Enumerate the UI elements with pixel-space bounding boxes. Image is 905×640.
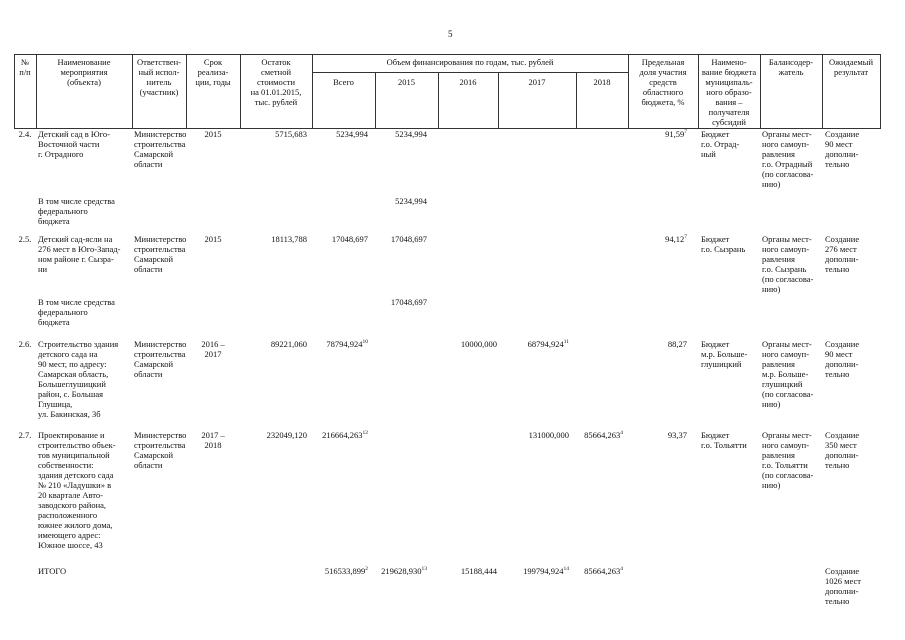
row-total-footnote: 12 xyxy=(362,430,368,437)
row-total xyxy=(313,234,368,244)
row-2015 xyxy=(376,129,427,139)
row-total xyxy=(313,430,368,440)
row-executor: Министерство строительства Самарской области xyxy=(134,430,187,470)
row-name: Детский сад-ясли на 276 мест в Юго-Запад- ном районе г. Сызра- ни xyxy=(38,234,121,274)
row-2015-value: 5234,994 xyxy=(395,129,427,139)
row-total-value: 17048,697 xyxy=(331,234,368,244)
header-remaining-cost: Остаток сметной стоимости на 01.01.2015, тыс. рублей xyxy=(250,57,302,107)
row-term: 2017 – 2018 xyxy=(201,430,225,450)
row-share-value: 91,59 xyxy=(665,129,685,139)
row-executor: Министерство строительства Самарской области xyxy=(134,234,187,274)
header-financing: Объем финансирования по годам, тыс. рублей xyxy=(386,57,554,67)
row-number: 2.4. xyxy=(18,129,32,139)
row-result: Создание 350 мест дополни- тельно xyxy=(825,430,860,470)
row-2017 xyxy=(499,430,569,440)
header-result: Ожидаемый результат xyxy=(828,57,874,77)
row-total-value: 78794,924 xyxy=(326,339,363,349)
row-budget: Бюджет г.о. Отрад- ный xyxy=(701,129,740,159)
row-2017-value: 199794,924 xyxy=(523,566,564,576)
row-2017 xyxy=(499,339,569,349)
row-2016: 15188,444 xyxy=(460,566,497,576)
row-name: Строительство здания детского сада на 90 мест, по адресу: Самарская область, Большеглушицкий район, с. Большая Глушица, ул. Бакинская, 3б xyxy=(38,339,119,419)
row-2018-footnote: 4 xyxy=(620,430,623,437)
row-share-footnote: 7 xyxy=(684,129,687,136)
row-total-value: 516533,899 xyxy=(324,566,366,576)
row-result: Создание 1026 мест дополни- тельно xyxy=(825,566,861,606)
row-executor: Министерство строительства Самарской области xyxy=(134,339,187,379)
row-term: 2015 xyxy=(204,234,222,244)
row-result: Создание 90 мест дополни- тельно xyxy=(825,339,860,379)
header-share: Предельная доля участия средств областного бюджета, % xyxy=(639,57,687,107)
header-executor: Ответствен- ный испол- нитель (участник) xyxy=(136,57,181,97)
row-total-value: 216664,263 xyxy=(322,430,363,440)
header-year-2016: 2016 xyxy=(459,77,477,87)
row-name: Проектирование и строительство объек- тов муниципальной собственности: здания детского сада № 210 «Ладушки» в 20 квартале Авто- заводского района, расположенного южнее жилого дома, имеющего адрес: Южное шоссе, 43 xyxy=(38,430,116,550)
row-share-value: 93,37 xyxy=(667,430,687,440)
row-remaining-cost: 5715,683 xyxy=(275,129,307,139)
header-year-2015: 2015 xyxy=(398,77,415,87)
row-term: 2015 xyxy=(204,129,222,139)
row-holder: Органы мест- ного самоуп- равления г.о. Тольятти (по согласова- нию) xyxy=(762,430,814,490)
row-2017-footnote: 11 xyxy=(563,339,569,346)
row-share xyxy=(629,234,687,244)
row-2018-value: 85664,263 xyxy=(584,566,621,576)
row-term: 2016 – 2017 xyxy=(201,339,225,359)
row-2015-value: 17048,697 xyxy=(390,234,427,244)
row-share-value: 94,12 xyxy=(665,234,685,244)
row-number: 2.5. xyxy=(18,234,32,244)
row-remaining-cost: 89221,060 xyxy=(270,339,307,349)
row-total-footnote: 10 xyxy=(362,339,368,346)
row-remaining-cost: 18113,788 xyxy=(271,234,307,244)
row-executor: Министерство строительства Самарской области xyxy=(134,129,187,169)
header-year-2017: 2017 xyxy=(528,77,546,87)
row-budget: Бюджет г.о. Тольятти xyxy=(701,430,747,450)
row-remaining-cost: 232049,120 xyxy=(266,430,307,440)
row-result: Создание 90 мест дополни- тельно xyxy=(825,129,860,169)
row-total xyxy=(313,339,368,349)
row-share-footnote: 7 xyxy=(684,234,687,241)
row-share-value: 88,27 xyxy=(667,339,687,349)
row-holder: Органы мест- ного самоуп- равления г.о. Отрадный (по согласова- нию) xyxy=(762,129,814,189)
row-total xyxy=(313,129,368,139)
row-2018 xyxy=(577,430,623,440)
row-name: В том числе средства федерального бюджета xyxy=(38,297,115,327)
row-2015-value: 17048,697 xyxy=(390,297,427,307)
row-number: 2.6. xyxy=(18,339,32,349)
row-budget: Бюджет м.р. Больше- глушицкий xyxy=(701,339,748,369)
row-2015-value: 219628,930 xyxy=(381,566,422,576)
row-result: Создание 276 мест дополни- тельно xyxy=(825,234,860,274)
row-2017-value: 131000,000 xyxy=(528,430,569,440)
row-2018-value: 85664,263 xyxy=(584,430,621,440)
header-name: Наименование мероприятия (объекта) xyxy=(57,57,111,87)
row-name: В том числе средства федерального бюджета xyxy=(38,196,115,226)
row-2017 xyxy=(499,566,569,576)
row-2015 xyxy=(376,196,427,206)
row-2018 xyxy=(577,566,623,576)
row-name: Детский сад в Юго- Восточной части г. Отрадного xyxy=(38,129,110,159)
header-budget: Наимено- вание бюджета муниципаль- ного образо- вания – получателя субсидий xyxy=(701,57,757,127)
row-2016: 10000,000 xyxy=(460,339,497,349)
row-2018-footnote: 4 xyxy=(620,566,623,573)
row-name: ИТОГО xyxy=(38,566,67,576)
row-budget: Бюджет г.о. Сызрань xyxy=(701,234,746,254)
header-term: Срок реализа- ции, годы xyxy=(195,57,231,87)
row-holder: Органы мест- ного самоуп- равления г.о. Сызрань (по согласова- нию) xyxy=(762,234,814,294)
header-year-2018: 2018 xyxy=(593,77,611,87)
row-share xyxy=(629,339,687,349)
row-2017-value: 68794,924 xyxy=(527,339,564,349)
row-holder: Органы мест- ного самоуп- равления м.р. Больше- глушицкий (по согласова- нию) xyxy=(762,339,814,409)
row-share xyxy=(629,129,687,139)
header-holder: Балансодер- жатель xyxy=(768,57,814,77)
header-total: Всего xyxy=(333,77,354,87)
row-2015 xyxy=(376,297,427,307)
row-total-footnote: 2 xyxy=(365,566,368,573)
row-number: 2.7. xyxy=(18,430,32,440)
row-2017-footnote: 14 xyxy=(563,566,569,573)
header-number: № п/п xyxy=(19,57,31,77)
row-2015 xyxy=(376,566,427,576)
row-total-value: 5234,994 xyxy=(336,129,368,139)
row-2015-value: 5234,994 xyxy=(395,196,427,206)
row-2015 xyxy=(376,234,427,244)
row-2015-footnote: 13 xyxy=(421,566,427,573)
row-total xyxy=(313,566,368,576)
page-number: 5 xyxy=(448,29,453,39)
row-share xyxy=(629,430,687,440)
